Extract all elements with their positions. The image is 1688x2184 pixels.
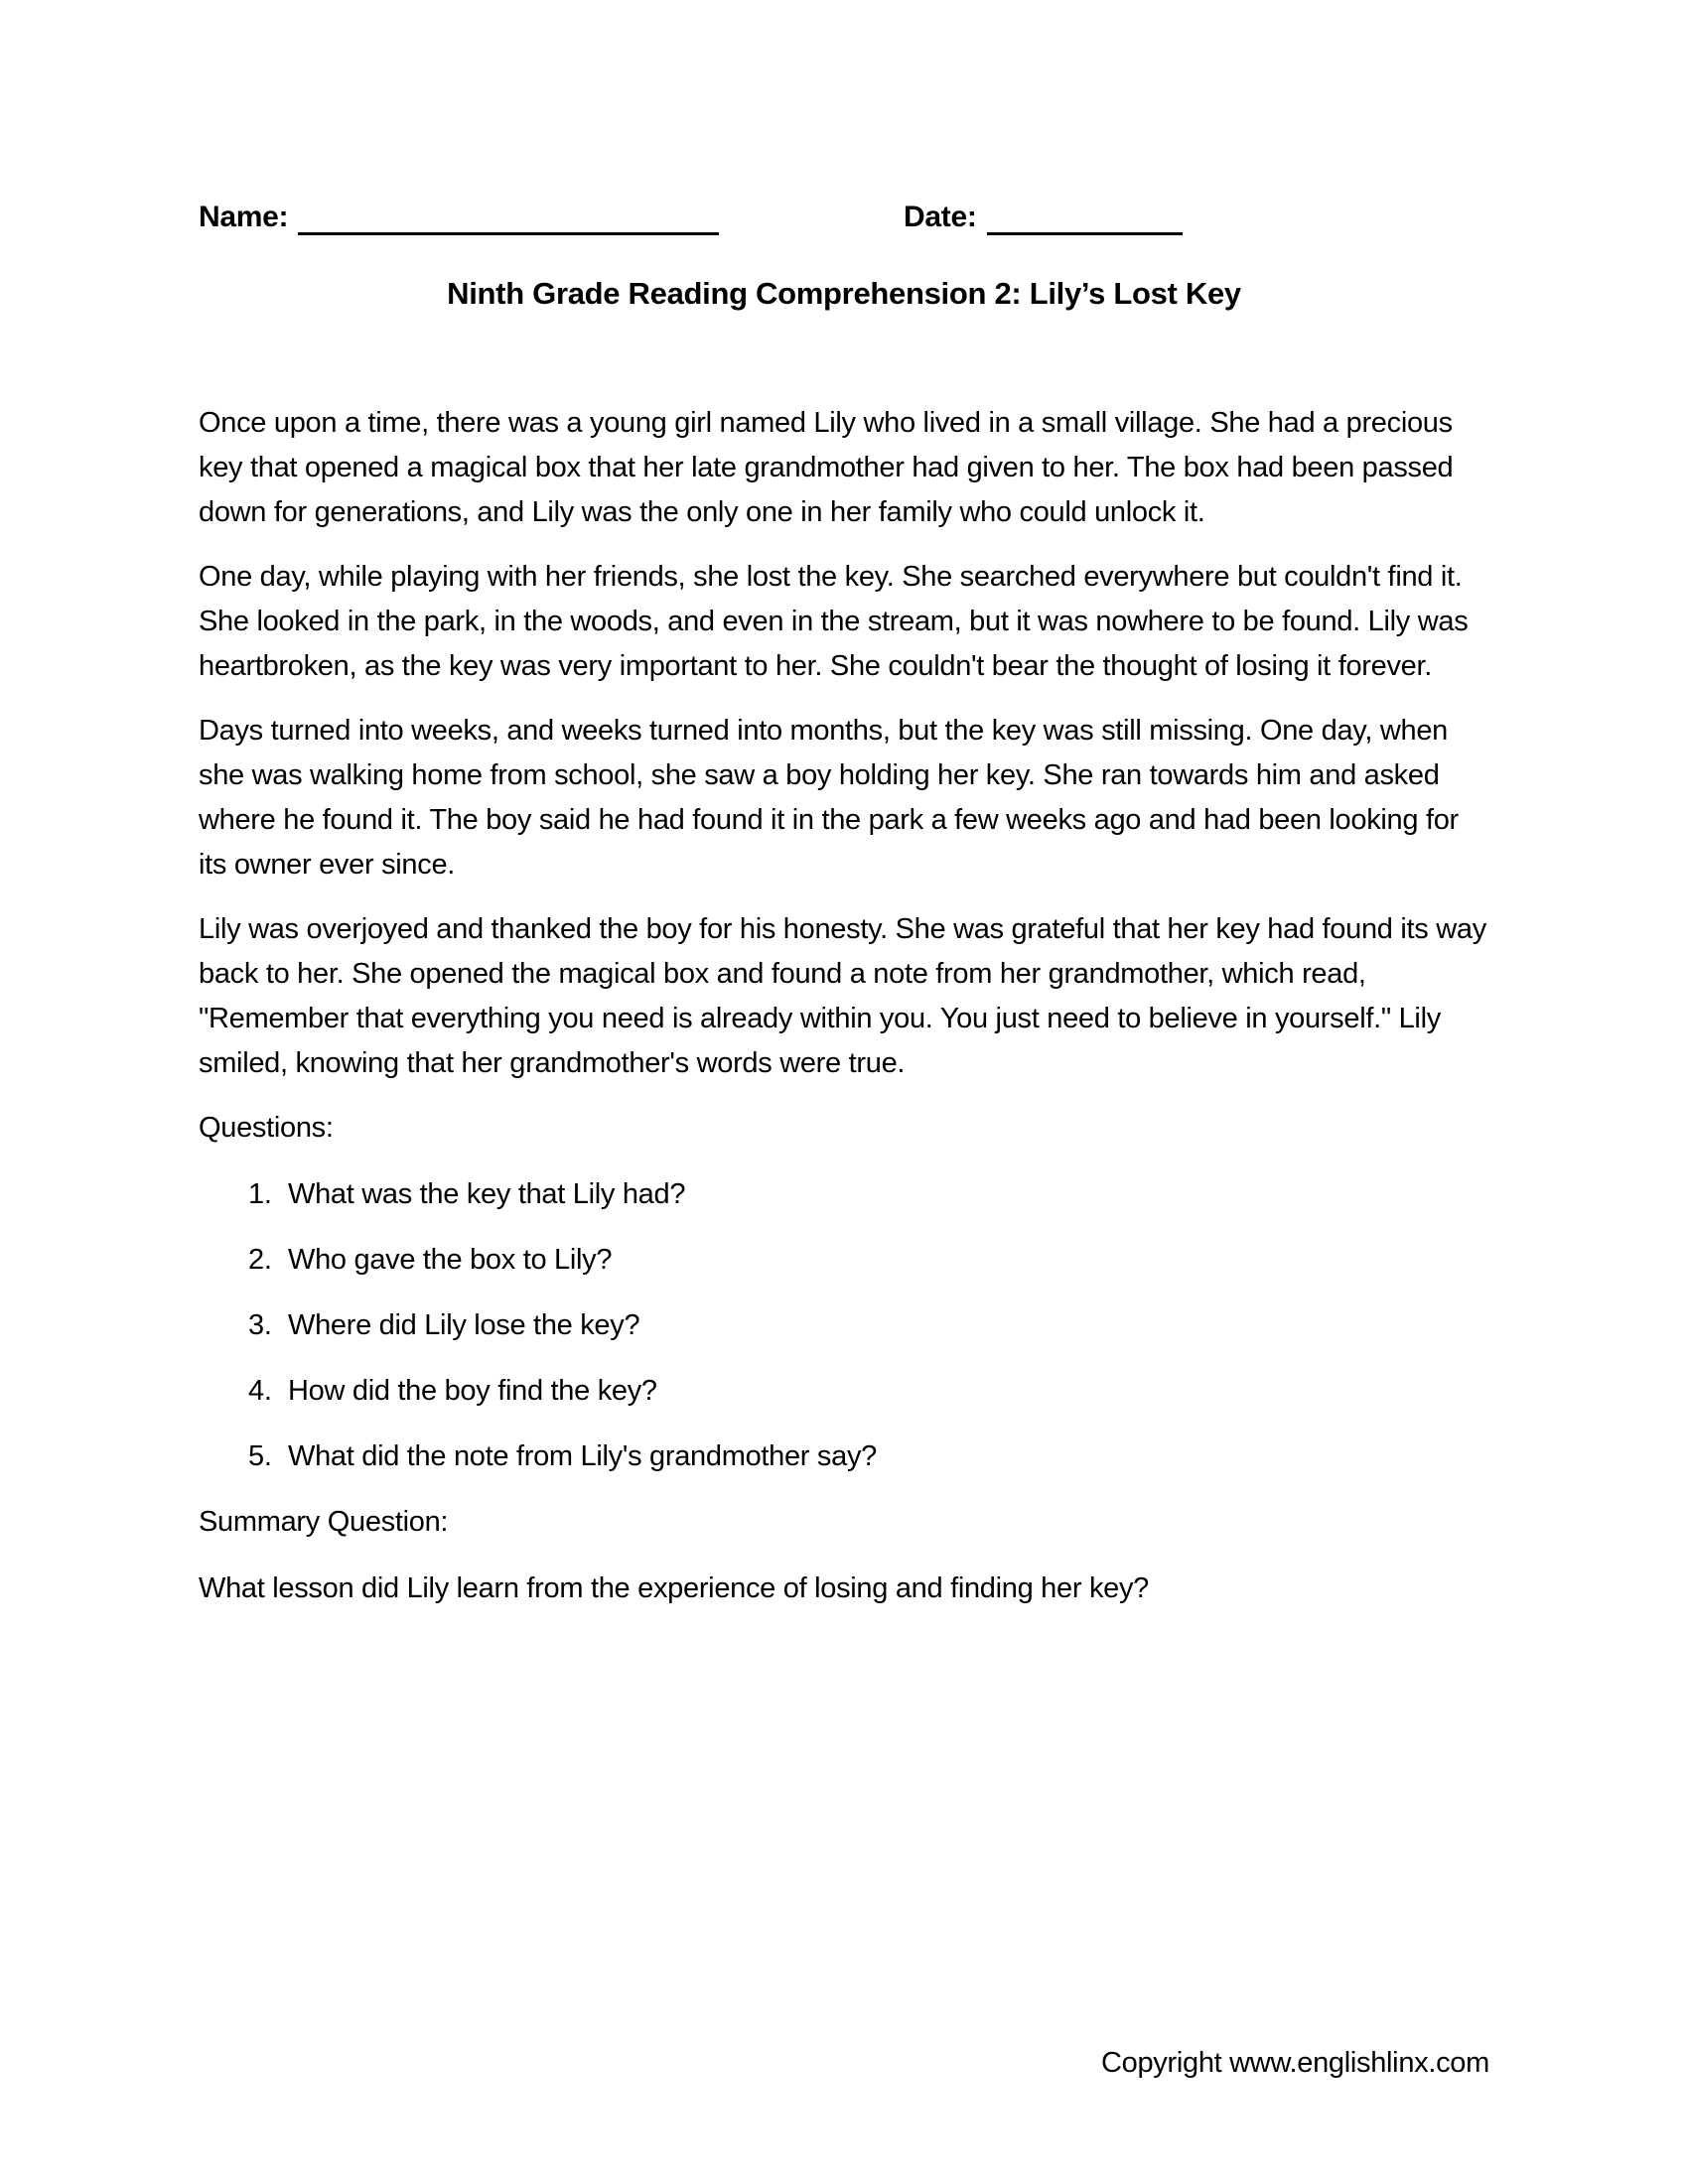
summary-question: What lesson did Lily learn from the experience of losing and finding her key?: [199, 1572, 1150, 1604]
question-number: 1.: [248, 1178, 272, 1210]
question-item-3: [199, 1303, 1489, 1348]
date-field: [904, 201, 1183, 235]
question-number: 2.: [248, 1244, 272, 1276]
question-item-2: [199, 1238, 1489, 1283]
story-paragraph-3: Days turned into weeks, and weeks turned into months, but the key was still missing. One day, when she was walking home from school, she saw a boy holding her key. She ran towards him and asked where he found it. The boy said he had found it in the park a few weeks ago and had been looking for its owner ever since.: [199, 715, 1459, 881]
question-number: 5.: [248, 1440, 272, 1472]
question-text: What was the key that Lily had?: [288, 1178, 686, 1210]
story-passage: [199, 401, 1489, 1086]
header-fields: [199, 201, 1489, 248]
question-text: What did the note from Lily's grandmother say?: [288, 1440, 877, 1472]
question-item-4: [199, 1369, 1489, 1414]
name-label: Name:: [199, 201, 289, 233]
summary-question-heading: Summary Question:: [199, 1506, 449, 1538]
page-title: Ninth Grade Reading Comprehension 2: Lily’s Lost Key: [447, 276, 1241, 311]
date-label: Date:: [904, 201, 977, 233]
question-item-5: [199, 1434, 1489, 1479]
question-text: Where did Lily lose the key?: [288, 1309, 640, 1341]
story-paragraph-1: Once upon a time, there was a young girl named Lily who lived in a small village. She had a precious key that opened a magical box that her late grandmother had given to her. The box had been passed down for generations, and Lily was the only one in her family who could unlock it.: [199, 407, 1454, 528]
questions-heading: Questions:: [199, 1112, 334, 1144]
story-paragraph-2: One day, while playing with her friends, she lost the key. She searched everywhere but couldn't find it. She looked in the park, in the woods, and even in the stream, but it was nowhere to be found. Lily was heartbroken, as the key was very important to her. She couldn't bear the thought of losing it forever.: [199, 561, 1469, 682]
question-item-1: [199, 1172, 1489, 1217]
question-text: Who gave the box to Lily?: [288, 1244, 613, 1276]
date-blank: [987, 203, 1183, 235]
question-number: 3.: [248, 1309, 272, 1341]
story-paragraph-4: Lily was overjoyed and thanked the boy for his honesty. She was grateful that her key had found its way back to her. She opened the magical box and found a note from her grandmother, which read, "Remember that everything you need is already within you. You just need to believe in yourself." Lily smiled, knowing that her grandmother's words were true.: [199, 913, 1486, 1079]
name-field: [199, 201, 719, 235]
question-number: 4.: [248, 1375, 272, 1407]
questions-list: [199, 1172, 1489, 1479]
copyright-footer: Copyright www.englishlinx.com: [1100, 2047, 1489, 2079]
name-blank: [298, 203, 719, 235]
question-text: How did the boy find the key?: [288, 1375, 657, 1407]
